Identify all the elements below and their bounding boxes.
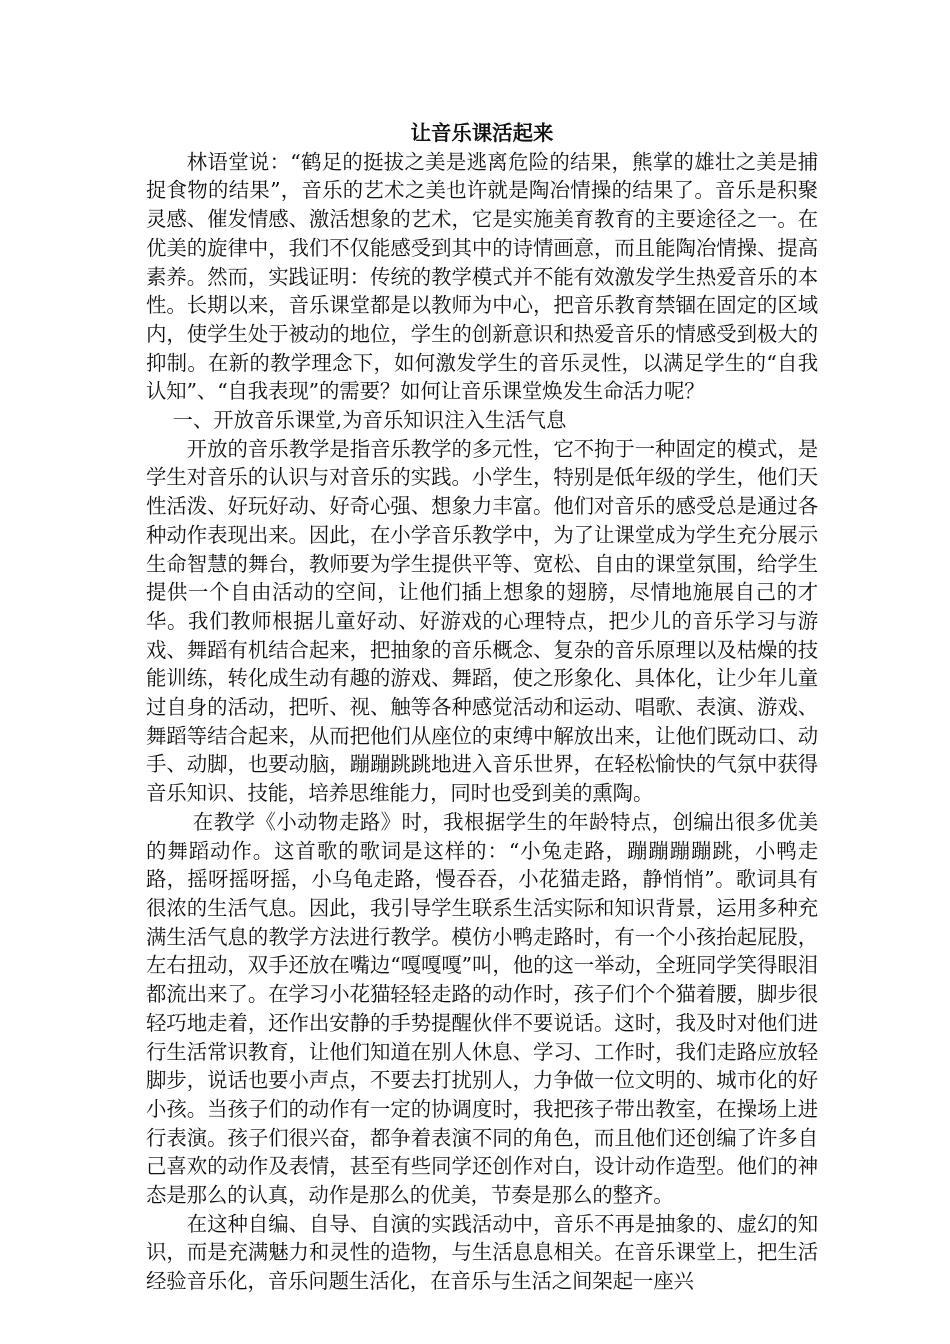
closing-paragraph: 在这种自编、自导、自演的实践活动中，音乐不再是抽象的、虚幻的知识，而是充满魅力和灵性的造物，与生活息息相关。在音乐课堂上，把生活经验音乐化，音乐问题生活化，在音乐与生活之间架起一座兴 — [146, 1211, 818, 1294]
intro-paragraph: 林语堂说：“鹤足的挺拔之美是逃离危险的结果，熊掌的雄壮之美是捕捉食物的结果”，音乐的艺术之美也许就是陶冶情操的结果了。音乐是积聚灵感、催发情感、激活想象的艺术，它是实施美育教育的主要途径之一。在优美的旋律中，我们不仅能感受到其中的诗情画意，而且能陶冶情操、提高素养。然而，实践证明：传统的教学模式并不能有效激发学生热爱音乐的本性。长期以来，音乐课堂都是以教师为中心，把音乐教育禁锢在固定的区域内，使学生处于被动的地位，学生的创新意识和热爱音乐的情感受到极大的抑制。在新的教学理念下，如何激发学生的音乐灵性，以满足学生的“自我认知”、“自我表现”的需要？如何让音乐课堂焕发生命活力呢？ — [146, 149, 818, 404]
document-page — [146, 119, 818, 1296]
section-heading: 一、开放音乐课堂,为音乐知识注入生活气息 — [172, 408, 567, 433]
example-paragraph: 在教学《小动物走路》时，我根据学生的年龄特点，创编出很多优美的舞蹈动作。这首歌的歌词是这样的：“小兔走路，蹦蹦蹦蹦跳，小鸭走路，摇呀摇呀摇，小乌龟走路，慢吞吞，小花猫走路，静悄悄”。歌词具有很浓的生活气息。因此，我引导学生联系生活实际和知识背景，运用多种充满生活气息的教学方法进行教学。模仿小鸭走路时，有一个小孩抬起屁股，左右扭动，双手还放在嘴边“嘎嘎嘎”叫，他的这一举动，全班同学笑得眼泪都流出来了。在学习小花猫轻轻走路的动作时，孩子们个个猫着腰，脚步很轻巧地走着，还作出安静的手势提醒伙伴不要说话。这时，我及时对他们进行生活常识教育，让他们知道在别人休息、学习、工作时，我们走路应放轻脚步，说话也要小声点，不要去打扰别人，力争做一位文明的、城市化的好小孩。当孩子们的动作有一定的协调度时，我把孩子带出教室，在操场上进行表演。孩子们很兴奋，都争着表演不同的角色，而且他们还创编了许多自己喜欢的动作及表情，甚至有些同学还创作对白，设计动作造型。他们的神态是那么的认真，动作是那么的优美，节奏是那么的整齐。 — [146, 809, 818, 1208]
body-paragraph: 开放的音乐教学是指音乐教学的多元性，它不拘于一种固定的模式，是学生对音乐的认识与对音乐的实践。小学生，特别是低年级的学生，他们天性活泼、好玩好动、好奇心强、想象力丰富。他们对音乐的感受总是通过各种动作表现出来。因此，在小学音乐教学中，为了让课堂成为学生充分展示生命智慧的舞台，教师要为学生提供平等、宽松、自由的课堂氛围，给学生提供一个自由活动的空间，让他们插上想象的翅膀，尽情地施展自己的才华。我们教师根据儿童好动、好游戏的心理特点，把少儿的音乐学习与游戏、舞蹈有机结合起来，把抽象的音乐概念、复杂的音乐原理以及枯燥的技能训练，转化成生动有趣的游戏、舞蹈，使之形象化、具体化，让少年儿童过自身的活动，把听、视、触等各种感觉活动和运动、唱歌、表演、游戏、舞蹈等结合起来，从而把他们从座位的束缚中解放出来，让他们既动口、动手、动脚，也要动脑，蹦蹦跳跳地进入音乐世界，在轻松愉快的气氛中获得音乐知识、技能，培养思维能力，同时也受到美的熏陶。 — [146, 436, 818, 806]
document-title: 让音乐课活起来 — [410, 121, 554, 145]
